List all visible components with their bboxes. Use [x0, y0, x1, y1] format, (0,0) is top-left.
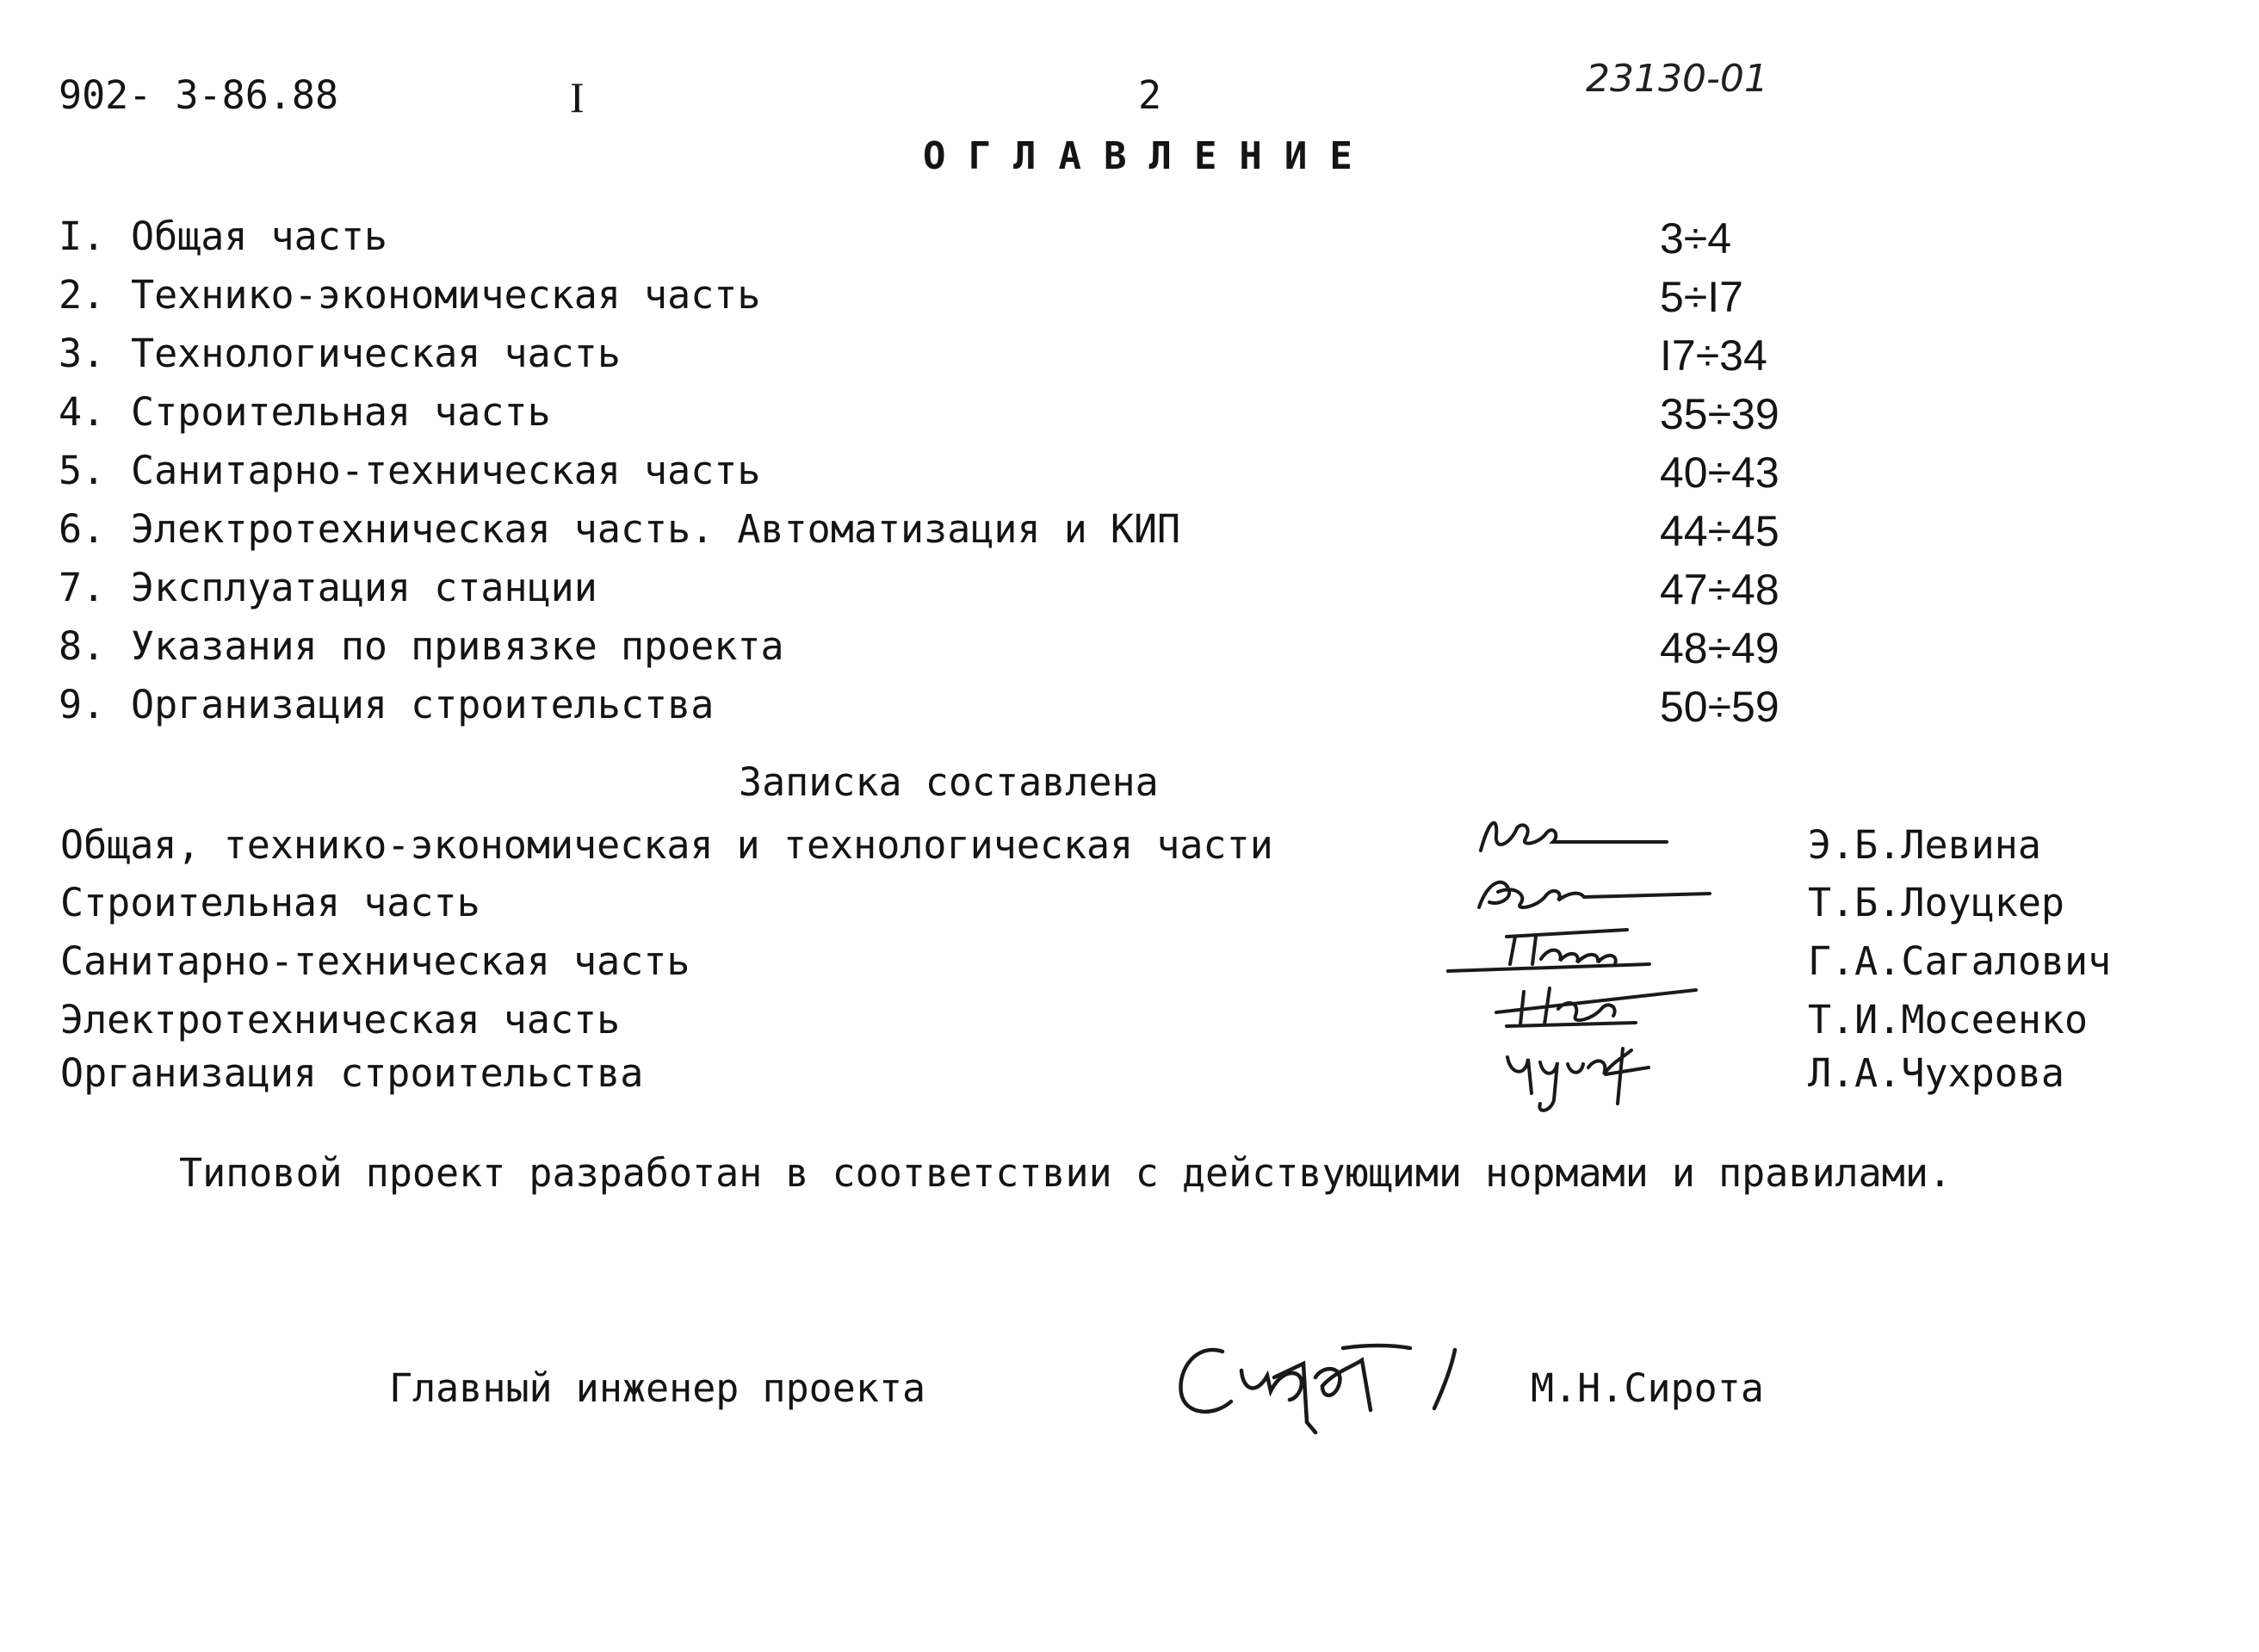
toc-item-label: Организация строительства [131, 682, 715, 727]
toc-item [59, 389, 1823, 441]
signature-loutsker [1464, 869, 1722, 925]
toc-item [59, 272, 1823, 324]
author-row [60, 822, 2126, 875]
toc-item [59, 682, 1823, 733]
toc-item [59, 331, 1823, 382]
doc-code: 902- 3-86.88 [59, 72, 339, 118]
signature-moseenko [1489, 974, 1705, 1038]
author-part: Строительная часть [60, 880, 480, 925]
author-row [60, 938, 2126, 992]
author-row [60, 997, 2126, 1050]
author-name: Г.А.Сагалович [1808, 938, 2112, 984]
chief-role: Главный инженер проекта [389, 1365, 926, 1411]
signature-chukhrova [1502, 1033, 1666, 1123]
toc-item [59, 448, 1823, 499]
toc-item-number: I. [59, 213, 106, 259]
author-part: Общая, технико-экономическая и технологическая части [60, 822, 1273, 868]
toc-item-number: 8. [59, 623, 106, 669]
author-part: Организация строительства [60, 1050, 644, 1096]
toc-item-pages: 50÷59 [1660, 683, 1779, 731]
author-name: Л.А.Чухрова [1808, 1050, 2065, 1096]
toc-item [59, 565, 1823, 616]
author-part: Санитарно-техническая часть [60, 938, 690, 984]
toc-item-pages: 47÷48 [1660, 566, 1779, 614]
album-number: I [570, 73, 585, 121]
toc-item-label: Санитарно-техническая часть [131, 448, 761, 493]
page-number: 2 [1138, 72, 1162, 118]
toc-item [59, 213, 1823, 265]
chief-name: М.Н.Сирота [1531, 1365, 1764, 1411]
toc-item-label: Указания по привязке проекта [131, 623, 784, 669]
author-row [60, 1050, 2126, 1104]
toc-item-number: 2. [59, 272, 106, 318]
toc-item [59, 623, 1823, 675]
toc-item-number: 6. [59, 506, 106, 552]
toc-item-number: 4. [59, 389, 106, 435]
toc-item-label: Строительная часть [131, 389, 551, 435]
toc-item-pages: 40÷43 [1660, 449, 1779, 497]
toc-item-pages: 3÷4 [1660, 214, 1732, 263]
author-part: Электротехническая часть [60, 997, 621, 1043]
toc-item-number: 3. [59, 331, 106, 376]
signature-levina [1464, 809, 1670, 864]
archive-number: 23130-01 [1586, 57, 1768, 101]
toc-item-label: Технико-экономическая часть [131, 272, 761, 318]
toc-item [59, 506, 1823, 558]
toc-item-pages: I7÷34 [1660, 331, 1767, 380]
author-name: Э.Б.Левина [1808, 822, 2041, 868]
toc-item-label: Общая часть [131, 213, 388, 259]
author-name: Т.И.Мосеенко [1808, 997, 2089, 1043]
toc-title: ОГЛАВЛЕНИЕ [923, 134, 1375, 178]
toc-item-label: Электротехническая часть. Автоматизация и КИП [131, 506, 1181, 552]
toc-item-pages: 48÷49 [1660, 624, 1779, 672]
compliance-note: Типовой проект разработан в соответствии с действующими нормами и правилами. [179, 1150, 1953, 1196]
toc-item-number: 7. [59, 565, 106, 610]
authors-heading: Записка составлена [739, 759, 1159, 805]
toc-item-label: Эксплуатация станции [131, 565, 597, 610]
toc-item-number: 5. [59, 448, 106, 493]
toc-item-pages: 35÷39 [1660, 390, 1779, 438]
toc-item-label: Технологическая часть [131, 331, 621, 376]
author-name: Т.Б.Лоуцкер [1808, 880, 2065, 925]
toc-item-pages: 44÷45 [1660, 507, 1779, 555]
signature-sagalovich [1446, 919, 1679, 983]
toc-item-number: 9. [59, 682, 106, 727]
toc-item-pages: 5÷I7 [1660, 273, 1743, 321]
signature-sirota [1171, 1326, 1481, 1467]
author-row [60, 880, 2126, 933]
